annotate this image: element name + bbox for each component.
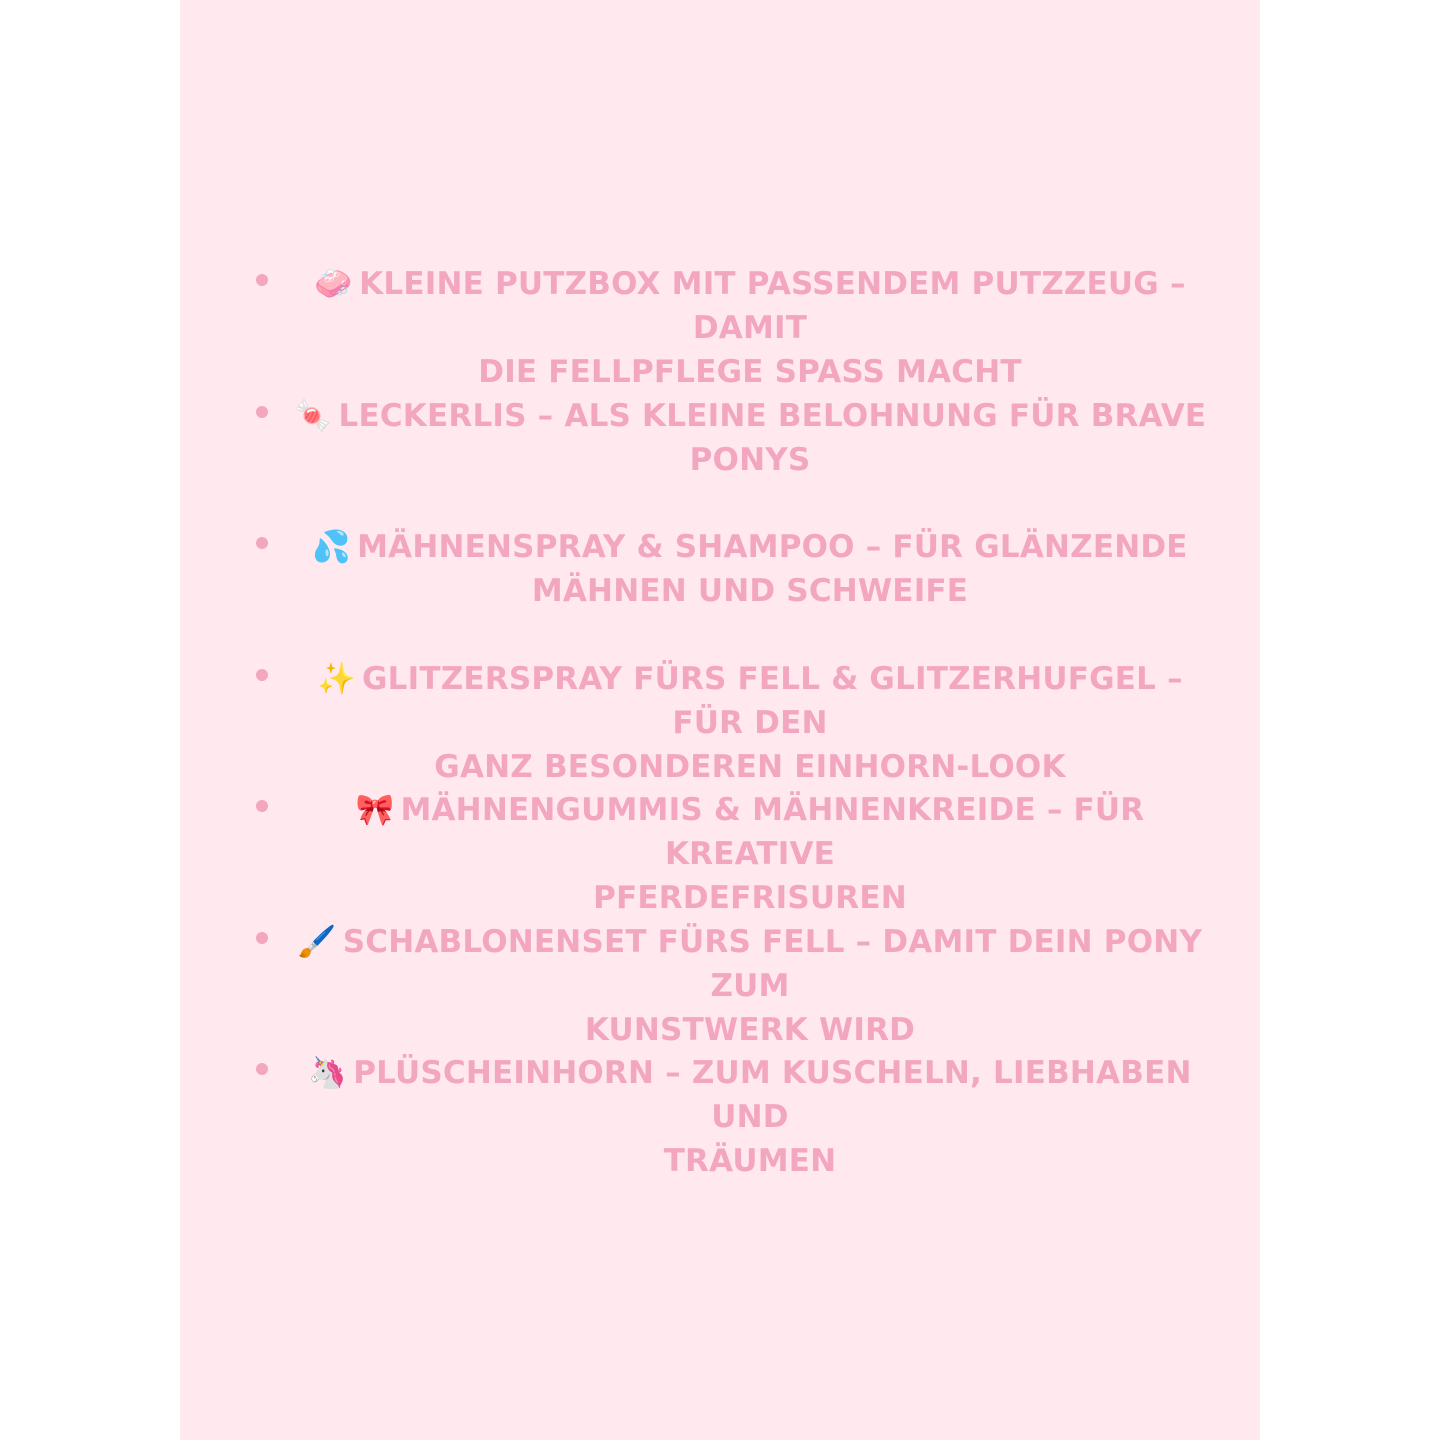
list-item [180,788,1260,920]
list-item-text [288,920,1212,1052]
list-item [180,1051,1260,1183]
list-item-text [288,525,1212,613]
list-item-text [288,657,1212,789]
list-item [180,394,1260,526]
bullet-dot [256,932,268,944]
list-item [180,657,1260,789]
list-item-label: SCHABLONENSET FÜRS FELL – DAMIT DEIN PONY ZUM KUNSTWERK WIRD [342,923,1203,1048]
soap-icon: 🧼 [314,266,354,302]
bullet-dot [256,537,268,549]
unicorn-icon: 🦄 [308,1055,348,1091]
bullet-dot [256,800,268,812]
candy-icon: 🍬 [293,397,333,434]
list-item-label: GLITZERSPRAY FÜRS FELL & GLITZERHUFGEL – FÜR DEN GANZ BESONDEREN EINHORN-LOOK [362,660,1183,785]
ribbon-icon: 🎀 [355,792,395,828]
list-item-label: MÄHNENGUMMIS & MÄHNENKREIDE – FÜR KREATIVE PFERDEFRISUREN [400,792,1145,916]
accessory-list [180,262,1260,1183]
list-item-text [288,1051,1212,1183]
list-item-text [288,262,1212,394]
list-item [180,920,1260,1052]
list-item-label: PLÜSCHEINHORN – ZUM KUSCHELN, LIEBHABEN UND TRÄUMEN [353,1055,1192,1179]
list-item-label: MÄHNENSPRAY & SHAMPOO – FÜR GLÄNZENDE MÄHNEN UND SCHWEIFE [357,529,1188,609]
page-card [180,0,1260,1440]
list-item [180,262,1260,394]
bullet-dot [256,406,268,418]
list-item-text [288,788,1212,920]
bullet-dot [256,669,268,681]
sparkles-icon: ✨ [317,660,357,697]
list-item-label: LECKERLIS – ALS KLEINE BELOHNUNG FÜR BRAVE PONYS [338,397,1207,478]
list-item-text [288,394,1212,482]
bullet-dot [256,1063,268,1075]
sweat-droplets-icon: 💦 [312,529,352,565]
paintbrush-icon: 🖌️ [297,923,337,960]
list-item-label: KLEINE PUTZBOX MIT PASSENDEM PUTZZEUG – DAMIT DIE FELLPFLEGE SPASS MACHT [359,266,1186,390]
list-item [180,525,1260,657]
bullet-dot [256,274,268,286]
